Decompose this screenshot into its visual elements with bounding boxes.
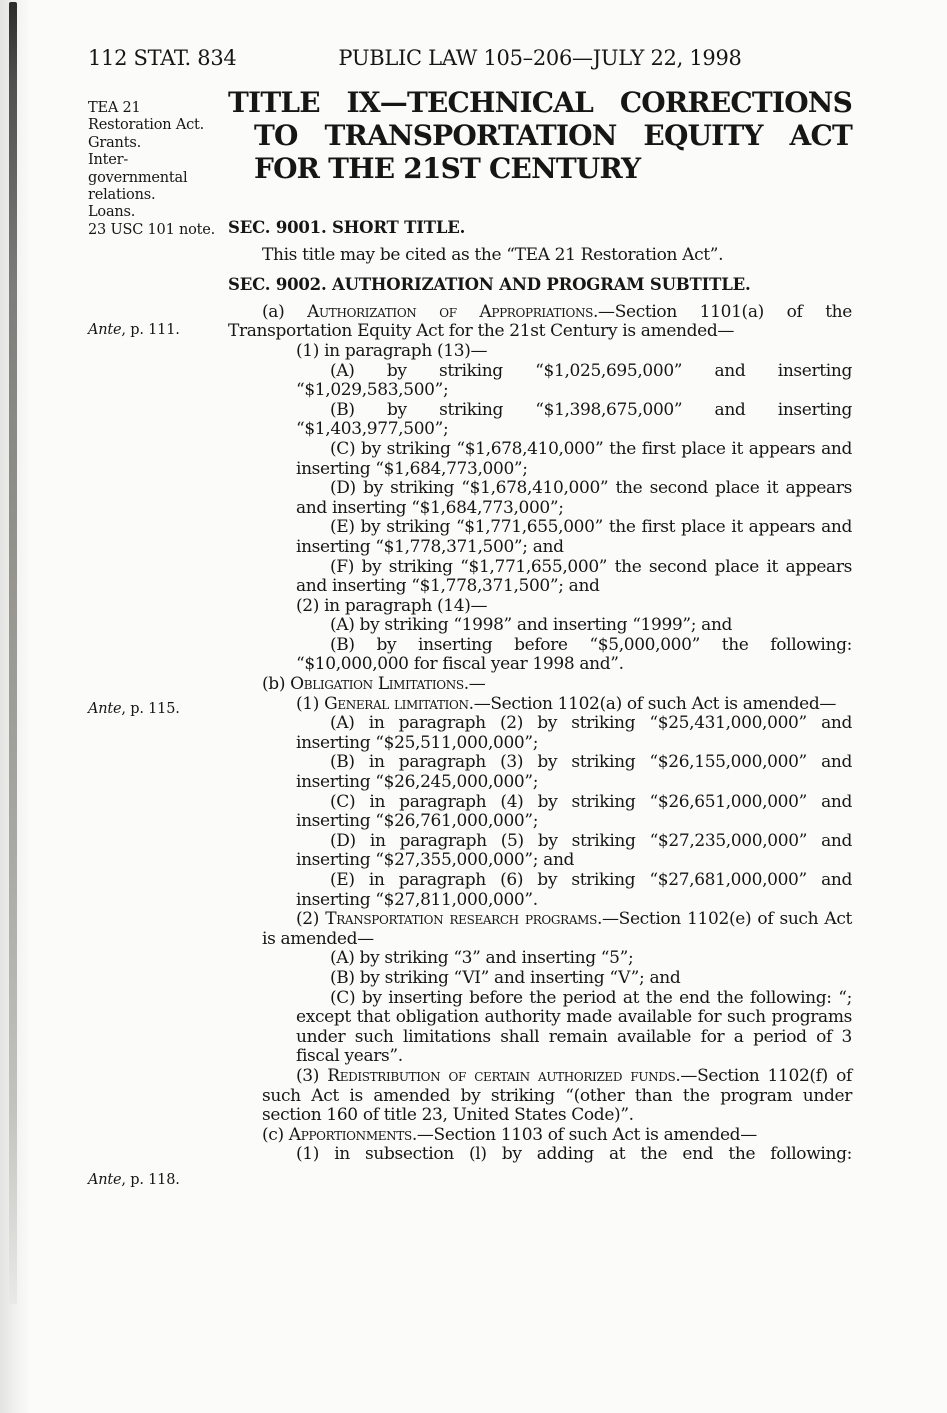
text-run: (E) by striking “$1,771,655,000” the first place it appears and inserting “$1,778,371,500”; and: [296, 517, 852, 557]
statute-paragraph: [228, 597, 852, 617]
margin-note-line: [88, 204, 226, 221]
text-run: .—Section 1101(a) of the Transportation Equity Act for the 21st Century is amended—: [228, 301, 852, 342]
text-run: (b): [262, 674, 291, 695]
margin-note-line: [88, 322, 226, 339]
text-run: .—Section 1102(a) of such Act is amended—: [468, 693, 837, 714]
text-run: Restoration Act.: [88, 117, 205, 134]
text-run: (2) in paragraph (14)—: [296, 595, 488, 616]
text-run: (a): [262, 301, 308, 322]
text-run: (A) by striking “3” and inserting “5”;: [330, 948, 634, 969]
text-run: (1) in paragraph (13)—: [296, 340, 488, 361]
text-run: (3): [296, 1065, 328, 1086]
statute-paragraph: [228, 832, 852, 871]
statute-paragraph: [228, 401, 852, 440]
text-run: (B) by inserting before “$5,000,000” the following: “$10,000,000 for fiscal year 1998 and”.: [296, 634, 852, 675]
margin-note-line: [88, 152, 226, 169]
text-run: , p. 115.: [121, 701, 180, 717]
text-run: Inter-: [88, 152, 129, 169]
text-run: (1): [296, 693, 325, 714]
statute-paragraph: [228, 949, 852, 969]
statute-paragraph: [228, 675, 852, 695]
text-run: .—Section 1103 of such Act is amended—: [411, 1124, 757, 1145]
statute-paragraph: [228, 636, 852, 675]
statute-paragraph: [228, 989, 852, 1067]
margin-note-line: [88, 135, 226, 152]
statute-paragraph: [228, 753, 852, 792]
statute-paragraph: [228, 440, 852, 479]
section-heading: SEC. 9001. SHORT TITLE.: [228, 218, 466, 237]
text-run: TEA 21: [88, 100, 141, 116]
italic-run: Ante: [88, 1172, 122, 1188]
statute-paragraph: [228, 518, 852, 557]
statute-paragraph: [228, 695, 852, 715]
text-run: (B) in paragraph (3) by striking “$26,155,000,000” and inserting “$26,245,000,000”;: [296, 752, 852, 793]
margin-note-line: [88, 701, 226, 718]
text-run: This title may be cited as the “TEA 21 Restoration Act”.: [262, 244, 724, 265]
statute-paragraph: [228, 1067, 852, 1126]
statute-paragraph: [228, 1126, 852, 1146]
running-head: [88, 46, 852, 76]
statute-paragraph: [228, 246, 852, 266]
text-run: (A) by striking “1998” and inserting “1999”; and: [330, 615, 733, 636]
text-run: .—Section 1102(e) of such Act is amended—: [262, 909, 852, 949]
text-run: Loans.: [88, 204, 136, 221]
text-run: (c): [262, 1124, 289, 1145]
text-run: 23 USC 101 note.: [88, 221, 216, 238]
margin-note-line: [88, 100, 226, 117]
binding-bar: [9, 2, 17, 1304]
stat-page-number: 112 STAT. 834: [88, 46, 237, 70]
title-block: [228, 86, 852, 185]
statute-paragraph: [228, 910, 852, 949]
text-run: relations.: [88, 187, 156, 204]
text-run: (B) by striking “$1,398,675,000” and inserting “$1,403,977,500”;: [296, 399, 852, 440]
italic-run: Ante: [88, 701, 122, 717]
margin-note-line: [88, 117, 226, 134]
title-line-1: TITLE IX—TECHNICAL CORRECTIONS: [228, 86, 852, 119]
text-run: , p. 118.: [121, 1172, 180, 1188]
text-run: (D) by striking “$1,678,410,000” the second place it appears and inserting “$1,684,773,000”;: [296, 478, 852, 518]
statute-paragraph: [228, 871, 852, 910]
text-run: (C) by striking “$1,678,410,000” the first place it appears and inserting “$1,684,773,000”;: [296, 438, 852, 479]
statute-paragraph: [228, 793, 852, 832]
body-column: [228, 218, 852, 1165]
margin-note-line: [88, 222, 226, 239]
text-run: (F) by striking “$1,771,655,000” the second place it appears and inserting “$1,778,371,500”; and: [296, 556, 852, 597]
text-run: (2): [296, 909, 326, 930]
text-run: (1) in subsection (l) by adding at the end the following:: [296, 1144, 852, 1165]
margin-note-line: [88, 187, 226, 204]
statute-paragraph: [228, 558, 852, 597]
text-run: (E) in paragraph (6) by striking “$27,681,000,000” and inserting “$27,811,000,000”.: [296, 870, 852, 910]
smallcaps-run: Authorization of Appropriations: [307, 301, 593, 322]
text-run: (C) in paragraph (4) by striking “$26,651,000,000” and inserting “$26,761,000,000”;: [296, 791, 852, 832]
smallcaps-run: Apportionments: [288, 1124, 412, 1145]
text-run: (D) in paragraph (5) by striking “$27,235,000,000” and inserting “$27,355,000,000”; and: [296, 830, 852, 871]
text-run: (A) in paragraph (2) by striking “$25,431,000,000” and inserting “$25,511,000,000”;: [296, 713, 852, 753]
statute-paragraph: [228, 714, 852, 753]
italic-run: Ante: [88, 322, 122, 338]
statute-paragraph: [228, 479, 852, 518]
text-run: .—Section 1102(f) of such Act is amended by striking “(other than the program under section 160 of title 23, United States Code)”.: [262, 1065, 852, 1126]
statute-paragraph: [228, 969, 852, 989]
section-heading: SEC. 9002. AUTHORIZATION AND PROGRAM SUBTITLE.: [228, 275, 751, 295]
smallcaps-run: Obligation Limitations: [290, 674, 464, 695]
margin-note: [88, 100, 226, 239]
margin-note: [88, 1172, 226, 1189]
text-run: Grants.: [88, 134, 141, 151]
statute-paragraph: [228, 303, 852, 342]
text-run: (C) by inserting before the period at the end the following: “; except that obligation authority made available for such programs under such limitations shall remain available for a period of 3 fiscal years”.: [296, 987, 852, 1067]
text-run: (A) by striking “$1,025,695,000” and inserting “$1,029,583,500”;: [296, 360, 852, 401]
title-line-2: TO TRANSPORTATION EQUITY ACT: [254, 119, 852, 152]
public-law-header: PUBLIC LAW 105–206—JULY 22, 1998: [338, 46, 742, 70]
title-line-3: FOR THE 21ST CENTURY: [254, 152, 641, 185]
statute-paragraph: [228, 616, 852, 636]
text-run: governmental: [88, 169, 188, 186]
smallcaps-run: General limitation: [324, 693, 469, 714]
text-run: (B) by striking “VI” and inserting “V”; and: [330, 967, 681, 988]
margin-note-line: [88, 1172, 226, 1189]
text-run: , p. 111.: [121, 322, 180, 338]
smallcaps-run: Transportation research programs: [325, 909, 597, 930]
smallcaps-run: Redistribution of certain authorized funds: [327, 1065, 676, 1086]
statute-paragraph: [228, 362, 852, 401]
statute-paragraph: [228, 342, 852, 362]
margin-note: [88, 701, 226, 718]
statute-paragraph: [228, 1145, 852, 1165]
margin-note-line: [88, 170, 226, 187]
text-run: .—: [463, 674, 486, 695]
margin-note: [88, 322, 226, 339]
